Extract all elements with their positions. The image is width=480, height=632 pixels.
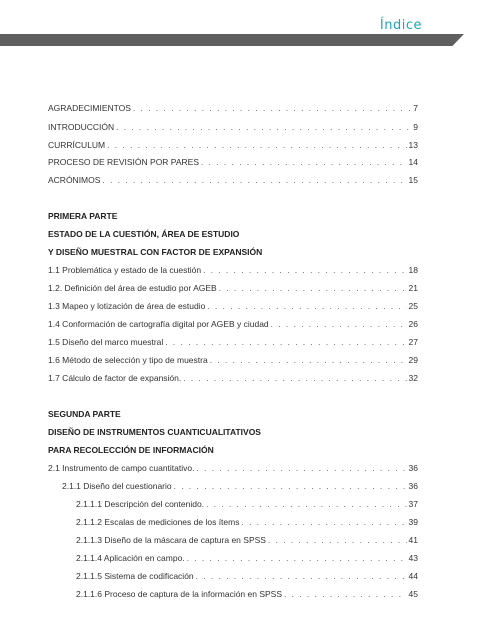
toc-entry-acronimos[interactable]	[48, 175, 418, 185]
toc-entry-title: 2.1.1.6 Proceso de captura de la información en SPSS	[76, 589, 283, 599]
toc-leader	[187, 554, 407, 563]
toc-leader	[268, 536, 407, 545]
toc-entry[interactable]	[48, 283, 418, 293]
toc-entry-page: 36	[408, 463, 418, 473]
toc-entry-page: 21	[408, 283, 418, 293]
toc-entry[interactable]	[76, 517, 418, 527]
header-bar	[0, 34, 464, 46]
toc-entry-curriculum[interactable]	[48, 140, 418, 150]
toc-leader	[165, 338, 406, 347]
toc-leader	[102, 176, 406, 185]
toc-entry-title: 2.1.1.4 Aplicación en campo.	[76, 553, 185, 563]
toc-entry-page: 44	[408, 571, 418, 581]
toc-entry-title: 2.1 Instrumento de campo cuantitativo.	[48, 463, 195, 473]
toc-leader	[133, 104, 411, 113]
toc-leader	[116, 123, 411, 132]
toc-entry[interactable]	[48, 265, 418, 275]
toc-entry-title: 1.1 Problemática y estado de la cuestión	[48, 265, 202, 275]
toc-entry-title: 1.2. Definición del área de estudio por AGEB	[48, 283, 217, 293]
toc-entry-page: 27	[408, 337, 418, 347]
toc-leader	[203, 266, 406, 275]
toc-entry[interactable]	[48, 337, 418, 347]
toc-entry[interactable]	[48, 355, 418, 365]
section-heading: ESTADO DE LA CUESTIÓN, ÁREA DE ESTUDIO	[48, 229, 240, 239]
toc-entry-page: 41	[408, 535, 418, 545]
section-heading: PRIMERA PARTE	[48, 211, 118, 221]
toc-entry-title: 2.1.1.2 Escalas de mediciones de los ítems	[76, 517, 240, 527]
toc-entry-page: 43	[408, 553, 418, 563]
toc-entry[interactable]	[76, 553, 418, 563]
toc-leader	[284, 590, 407, 599]
toc-entry-page: 39	[408, 517, 418, 527]
toc-leader	[201, 158, 407, 167]
toc-entry-title: 1.4 Conformación de cartografía digital por AGEB y ciudad	[48, 319, 269, 329]
toc-entry-page: 14	[408, 157, 418, 167]
toc-entry-title: INTRODUCCIÓN	[48, 122, 115, 132]
section-heading: SEGUNDA PARTE	[48, 409, 121, 419]
toc-entry-title: AGRADECIMIENTOS	[48, 103, 131, 113]
toc-entry-page: 25	[408, 301, 418, 311]
toc-entry-title: 1.7 Cálculo de factor de expansión.	[48, 373, 182, 383]
toc-entry-page: 32	[408, 373, 418, 383]
toc-entry-revision[interactable]	[48, 157, 418, 167]
toc-entry[interactable]	[48, 301, 418, 311]
toc-leader	[241, 518, 406, 527]
section-heading: PARA RECOLECCIÓN DE INFORMACIÓN	[48, 445, 214, 455]
toc-entry[interactable]	[76, 589, 418, 599]
toc-entry[interactable]	[62, 481, 418, 491]
toc-entry-page: 37	[408, 499, 418, 509]
toc-entry-page: 45	[408, 589, 418, 599]
toc-entry-title: 1.3 Mapeo y lotización de área de estudio	[48, 301, 206, 311]
toc-entry-title: 2.1.1.5 Sistema de codificación	[76, 571, 194, 581]
toc-entry-title: 1.6 Método de selección y tipo de muestra	[48, 355, 208, 365]
toc-entry-page: 18	[408, 265, 418, 275]
toc-entry[interactable]	[76, 571, 418, 581]
toc-entry-page: 29	[408, 355, 418, 365]
page-title: Índice	[379, 18, 422, 33]
toc-leader	[196, 464, 406, 473]
toc-leader	[206, 500, 406, 509]
toc-entry-page: 26	[408, 319, 418, 329]
toc-entry-title: 2.1.1.1 Descripción del contenido.	[76, 499, 205, 509]
toc-entry-title: 2.1.1 Diseño del cuestionario	[62, 481, 172, 491]
toc-entry-title: 1.5 Diseño del marco muestral	[48, 337, 164, 347]
section-heading: DISEÑO DE INSTRUMENTOS CUANTICUALITATIVOS	[48, 427, 261, 437]
toc-entry-title: 2.1.1.3 Diseño de la máscara de captura en SPSS	[76, 535, 266, 545]
toc-entry[interactable]	[48, 463, 418, 473]
toc-entry-page: 15	[408, 175, 418, 185]
toc-entry-agradecimientos[interactable]	[48, 103, 418, 113]
toc-entry-introduccion[interactable]	[48, 122, 418, 132]
toc-entry-page: 13	[408, 140, 418, 150]
toc-entry-title: PROCESO DE REVISIÓN POR PARES	[48, 157, 199, 167]
toc-entry-page: 9	[413, 122, 418, 132]
toc-leader	[210, 356, 407, 365]
toc-leader	[107, 141, 406, 150]
toc-entry-title: ACRÓNIMOS	[48, 175, 101, 185]
toc-entry[interactable]	[76, 499, 418, 509]
toc-entry-page: 7	[413, 103, 418, 113]
toc-leader	[183, 374, 406, 383]
toc-leader	[219, 284, 407, 293]
section-heading: Y DISEÑO MUESTRAL CON FACTOR DE EXPANSIÓN	[48, 247, 263, 257]
toc-entry[interactable]	[48, 373, 418, 383]
toc-leader	[271, 320, 407, 329]
toc-leader	[196, 572, 407, 581]
toc-entry-title: CURRÍCULUM	[48, 140, 106, 150]
toc-leader	[207, 302, 406, 311]
toc-entry[interactable]	[48, 319, 418, 329]
toc-leader	[174, 482, 407, 491]
toc-entry[interactable]	[76, 535, 418, 545]
toc-entry-page: 36	[408, 481, 418, 491]
